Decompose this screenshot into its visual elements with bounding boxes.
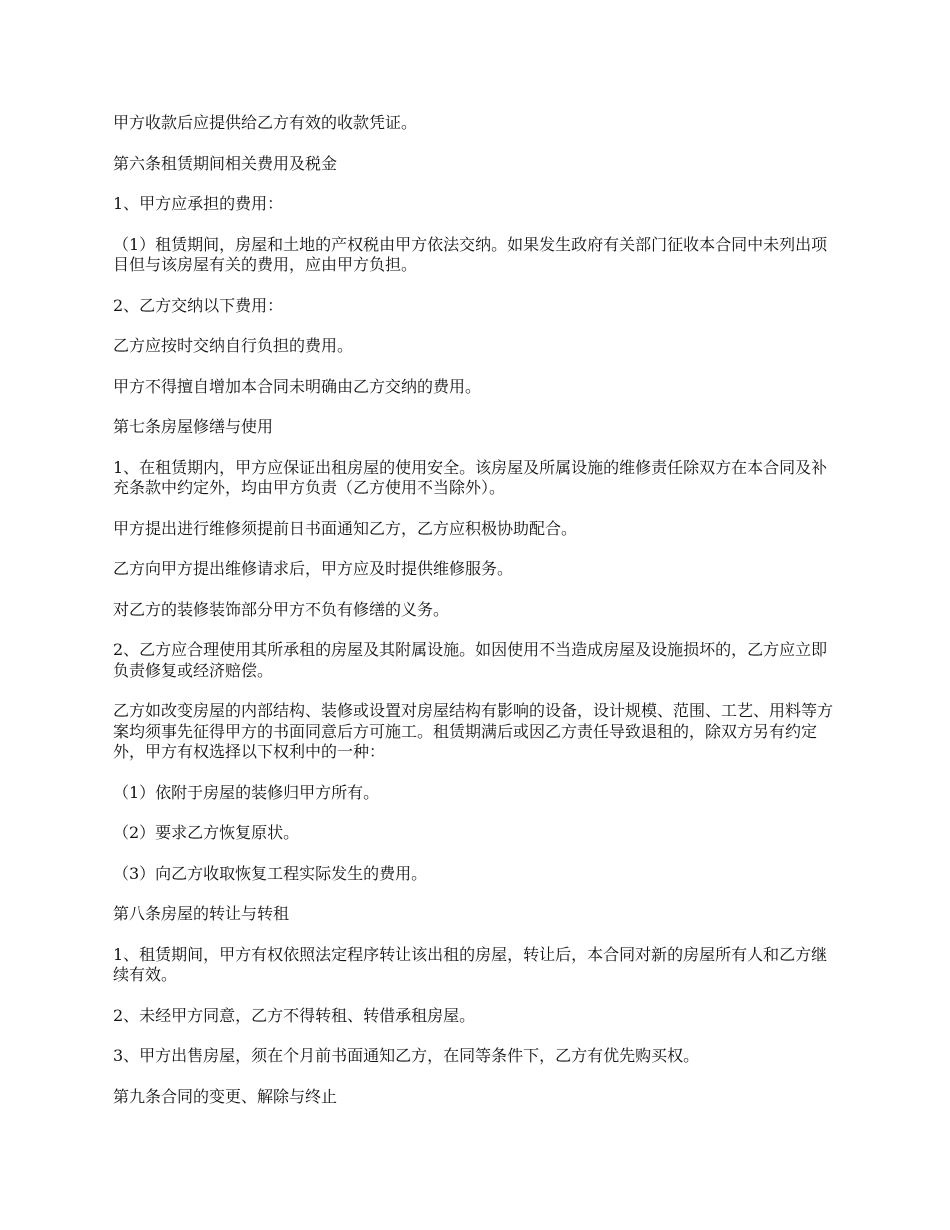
paragraph: 甲方收款后应提供给乙方有效的收款凭证。 <box>113 113 418 132</box>
document-body <box>113 113 837 1127</box>
paragraph: 2、乙方应合理使用其所承租的房屋及其附属设施。如因使用不当造成房屋及设施损坏的，乙方应立即负责修复或经济赔偿。 <box>113 640 828 680</box>
paragraph: （2）要求乙方恢复原状。 <box>113 823 300 842</box>
paragraph: 3、甲方出售房屋，须在个月前书面通知乙方，在同等条件下，乙方有优先购买权。 <box>113 1046 700 1065</box>
paragraph: 1、租赁期间，甲方有权依照法定程序转让该出租的房屋，转让后，本合同对新的房屋所有人和乙方继续有效。 <box>113 944 828 984</box>
paragraph: 乙方如改变房屋的内部结构、装修或设置对房屋结构有影响的设备，设计规模、范围、工艺、用料等方案均须事先征得甲方的书面同意后方可施工。租赁期满后或因乙方责任导致退租的，除双方另有约定外，甲方有权选择以下权利中的一种： <box>113 701 834 761</box>
paragraph: 2、乙方交纳以下费用： <box>113 295 284 315</box>
paragraph: （1）依附于房屋的装修归甲方所有。 <box>113 782 380 802</box>
section-heading: 第六条租赁期间相关费用及税金 <box>113 153 338 173</box>
paragraph: 乙方向甲方提出维修请求后，甲方应及时提供维修服务。 <box>113 559 514 578</box>
paragraph: （3）向乙方收取恢复工程实际发生的费用。 <box>113 863 428 883</box>
paragraph: 乙方应按时交纳自行负担的费用。 <box>113 336 354 355</box>
paragraph: 1、甲方应承担的费用： <box>113 194 284 213</box>
paragraph: 1、在租赁期内，甲方应保证出租房屋的使用安全。该房屋及所属设施的维修责任除双方在本合同及补充条款中约定外，均由甲方负责（乙方使用不当除外）。 <box>113 457 828 497</box>
section-heading: 第八条房屋的转让与转租 <box>113 904 290 923</box>
paragraph: 2、未经甲方同意，乙方不得转租、转借承租房屋。 <box>113 1005 476 1025</box>
paragraph: 对乙方的装修装饰部分甲方不负有修缮的义务。 <box>113 599 450 619</box>
paragraph: 甲方不得擅自增加本合同未明确由乙方交纳的费用。 <box>113 376 482 396</box>
paragraph: 甲方提出进行维修须提前日书面通知乙方，乙方应积极协助配合。 <box>113 518 578 538</box>
section-heading: 第九条合同的变更、解除与终止 <box>113 1086 338 1106</box>
section-heading: 第七条房屋修缮与使用 <box>113 417 274 436</box>
paragraph: （1）租赁期间，房屋和土地的产权税由甲方依法交纳。如果发生政府有关部门征收本合同中未列出项目但与该房屋有关的费用，应由甲方负担。 <box>113 234 828 274</box>
